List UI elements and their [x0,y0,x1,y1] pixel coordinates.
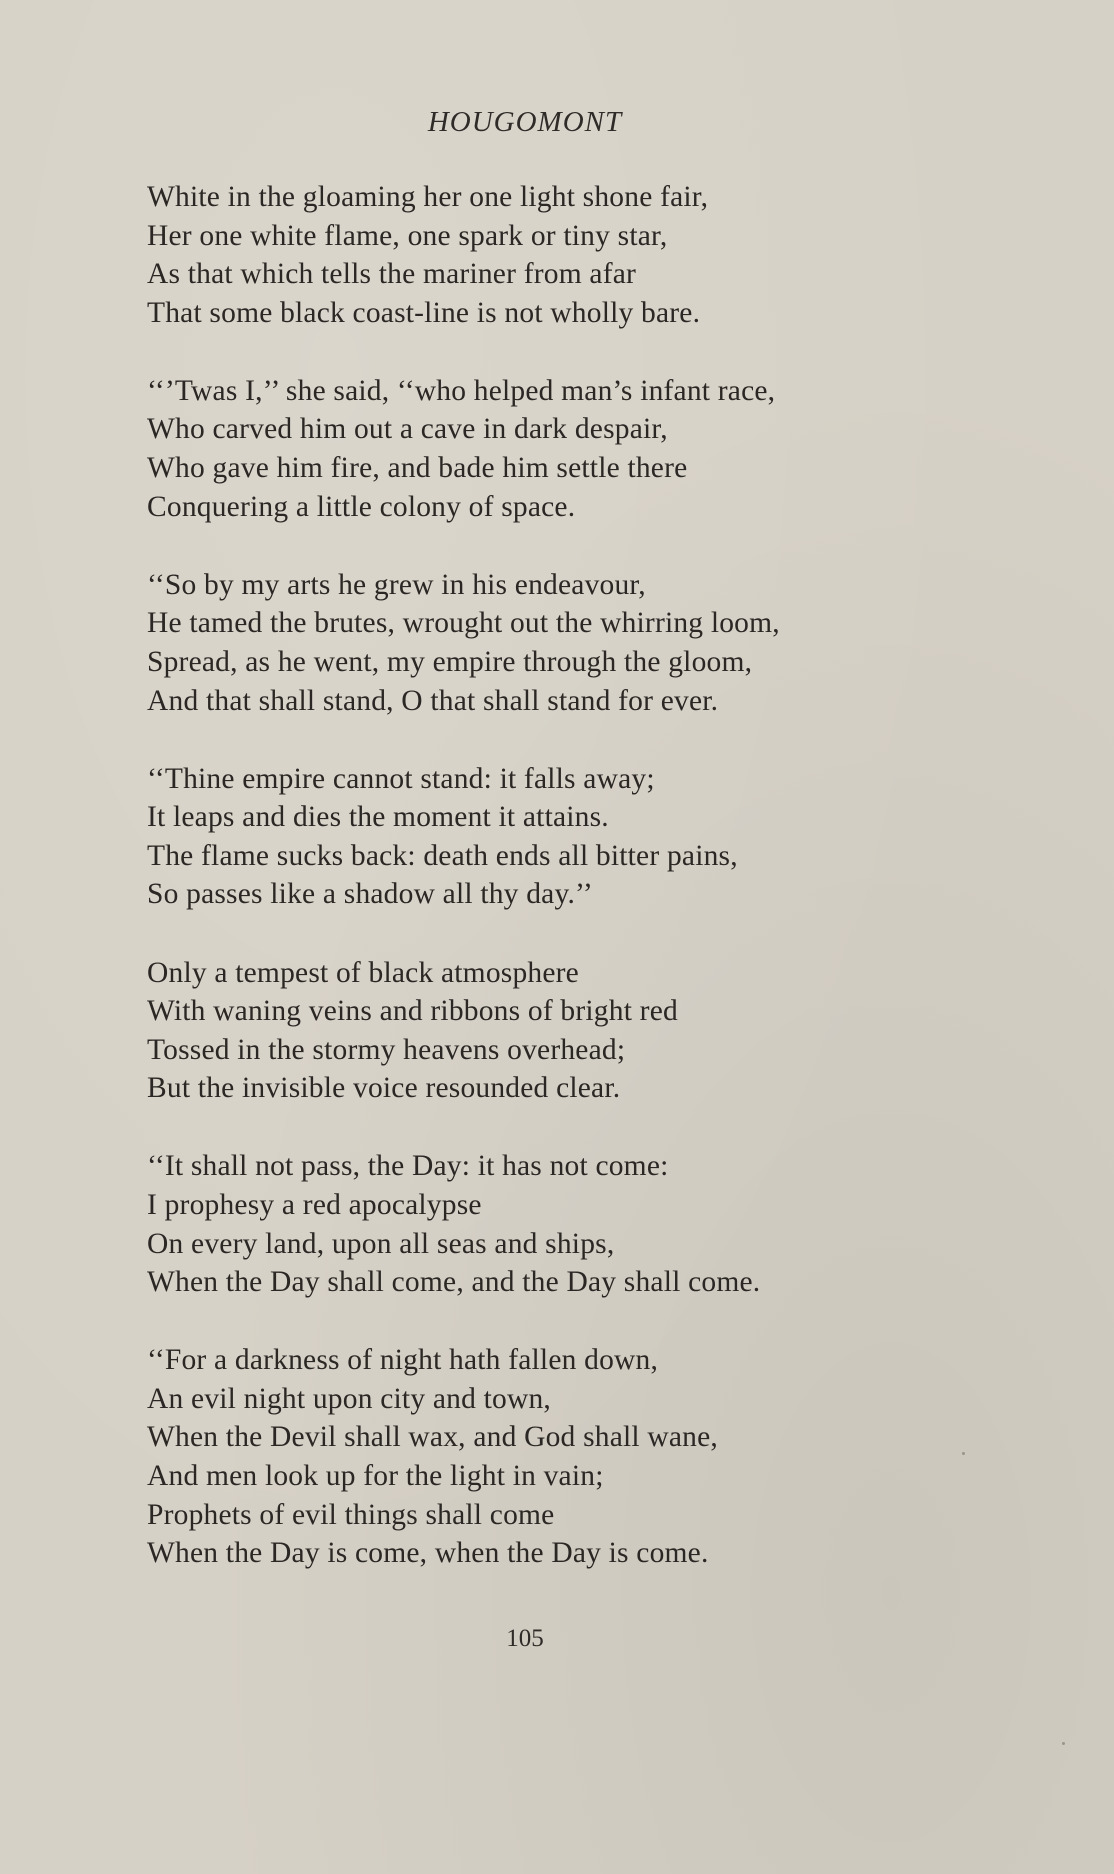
poem-body [147,178,1047,1612]
poem-line: ‘‘So by my arts he grew in his endeavour, [147,568,646,601]
poem-line: Who carved him out a cave in dark despair, [147,413,668,446]
stanza-2 [147,372,1047,526]
poem-line: And men look up for the light in vain; [147,1460,604,1493]
poem-line: So passes like a shadow all thy day.’’ [147,878,593,911]
paper-speck [1062,1742,1065,1745]
poem-line: Who gave him fire, and bade him settle there [147,452,688,485]
poem-line: And that shall stand, O that shall stand for ever. [147,684,719,717]
poem-line: An evil night upon city and town, [147,1382,551,1415]
poem-line: On every land, upon all seas and ships, [147,1227,615,1260]
stanza-4 [147,760,1047,914]
stanza-1 [147,178,1047,332]
poem-line: But the invisible voice resounded clear. [147,1072,621,1105]
poem-line: ‘‘Thine empire cannot stand: it falls away; [147,762,655,795]
page-title: HOUGOMONT [427,106,623,138]
poem-line: Her one white flame, one spark or tiny star, [147,219,668,252]
poem-line: When the Day shall come, and the Day shall come. [147,1266,761,1299]
paper-speck [962,1452,965,1455]
poem-line: I prophesy a red apocalypse [147,1188,482,1221]
stanza-5 [147,954,1047,1108]
poem-line: Tossed in the stormy heavens overhead; [147,1033,626,1066]
page-number: 105 [506,1625,544,1652]
poem-line: Spread, as he went, my empire through the gloom, [147,645,753,678]
poem-line: It leaps and dies the moment it attains. [147,801,609,834]
stanza-3 [147,566,1047,720]
poem-line: Prophets of evil things shall come [147,1498,555,1531]
poem-line: ‘‘It shall not pass, the Day: it has not come: [147,1150,669,1183]
poem-line: ‘‘For a darkness of night hath fallen down, [147,1344,659,1377]
poem-line: That some black coast-line is not wholly bare. [147,296,701,329]
stanza-7 [147,1341,1047,1573]
poem-line: With waning veins and ribbons of bright red [147,995,678,1028]
poem-line: When the Devil shall wax, and God shall wane, [147,1421,718,1454]
poem-line: He tamed the brutes, wrought out the whirring loom, [147,607,780,640]
poem-line: ‘‘’Twas I,’’ she said, ‘‘who helped man’s infant race, [147,374,776,407]
poem-line: Only a tempest of black atmosphere [147,956,579,989]
poem-line: When the Day is come, when the Day is come. [147,1537,709,1570]
poem-line: The flame sucks back: death ends all bitter pains, [147,839,738,872]
stanza-6 [147,1147,1047,1301]
poem-line: White in the gloaming her one light shone fair, [147,181,709,213]
poem-line: Conquering a little colony of space. [147,490,576,523]
poem-line: As that which tells the mariner from afar [147,258,637,291]
